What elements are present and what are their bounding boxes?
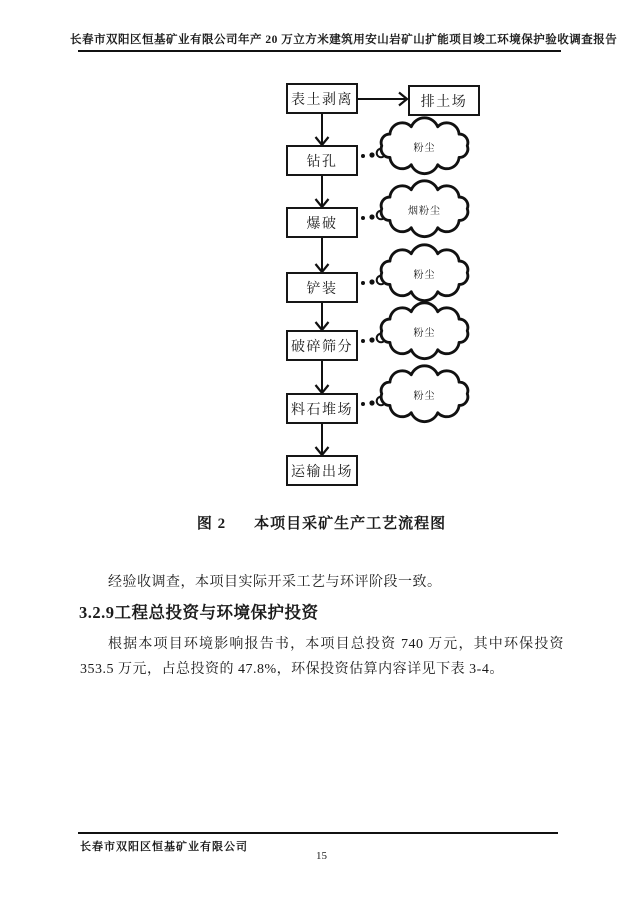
cloud-label-smoke-dust: 烟粉尘	[408, 206, 441, 217]
footer-company-name: 长春市双阳区恒基矿业有限公司	[80, 841, 248, 853]
header-title: 长春市双阳区恒基矿业有限公司年产 20 万立方米建筑用安山岩矿山扩能项目竣工环境保护验收调查报告	[70, 34, 618, 46]
cloud-label-dust: 粉尘	[413, 391, 436, 402]
cloud-label-dust: 粉尘	[413, 270, 436, 281]
paragraph-investment: 根据本项目环境影响报告书，本项目总投资 740 万元，其中环保投资 353.5 万元，占总投资的 47.8%，环保投资估算内容详见下表 3-4。	[80, 637, 564, 677]
paragraph-survey-result: 经验收调查，本项目实际开采工艺与环评阶段一致。	[108, 575, 442, 590]
flow-box-drilling: 钻孔	[286, 145, 358, 176]
cloud-label-dust: 粉尘	[413, 143, 436, 154]
flow-box-shovel-loading: 铲装	[286, 272, 358, 303]
section-heading-3-2-9: 3.2.9工程总投资与环境保护投资	[79, 603, 319, 622]
flow-box-topsoil-stripping: 表土剥离	[286, 83, 358, 114]
flow-box-crushing-screening: 破碎筛分	[286, 330, 358, 361]
figure-title: 本项目采矿生产工艺流程图	[254, 516, 447, 532]
page-number: 15	[316, 850, 327, 862]
flow-box-blasting: 爆破	[286, 207, 358, 238]
flow-box-waste-dump: 排土场	[408, 85, 480, 116]
flow-box-stone-stockyard: 料石堆场	[286, 393, 358, 424]
cloud-label-dust: 粉尘	[413, 328, 436, 339]
flow-box-transport-out: 运输出场	[286, 455, 358, 486]
figure-number: 图 2	[196, 516, 227, 532]
